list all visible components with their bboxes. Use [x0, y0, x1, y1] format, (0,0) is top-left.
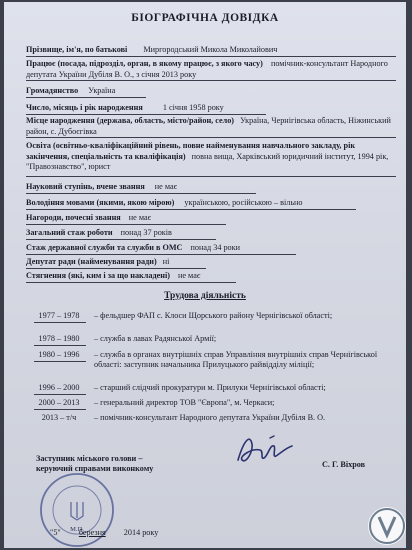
field-underline — [26, 176, 396, 177]
field-birth-place — [26, 116, 398, 137]
field-label: Загальний стаж роботи — [26, 228, 113, 237]
work-description: – служба в органах внутрішніх справ Управління внутрішніх справ Чернігівської області: заступник начальника Прилуцького райвідділу міліції; — [94, 350, 378, 369]
work-period: 2013 – т/ч — [41, 413, 77, 422]
field-value: 1 січня 1958 року — [162, 103, 224, 112]
handwritten-signature — [230, 430, 300, 470]
field-civil-service-experience — [26, 243, 398, 254]
field-academic-degree — [26, 182, 398, 193]
stamp-center-label: М.П. — [70, 526, 84, 533]
period-underline — [34, 394, 86, 395]
period-underline — [34, 409, 86, 410]
field-value: Миргородський Микола Миколайович — [143, 45, 278, 54]
document-title: БІОГРАФІЧНА ДОВІДКА — [131, 12, 279, 24]
field-underline — [26, 193, 256, 194]
field-label: Місце народження (держава, область, місто/район, село) — [26, 116, 235, 125]
document-date — [50, 528, 158, 537]
field-label: Громадянство — [26, 86, 79, 95]
field-value: Україна — [88, 86, 116, 95]
work-period: 1978 – 1980 — [38, 334, 80, 343]
period-underline — [34, 361, 86, 362]
date-month: березня — [78, 528, 106, 537]
field-underline — [26, 97, 146, 98]
field-underline — [26, 239, 216, 240]
signer-position-line-2: керуючий справами виконкому — [36, 464, 154, 473]
field-underline — [26, 224, 226, 225]
field-penalties — [26, 271, 398, 282]
field-education — [26, 141, 398, 173]
signer-name: С. Г. Віхров — [322, 460, 366, 469]
field-awards — [26, 213, 398, 224]
field-label: Прізвище, ім'я, по батькові — [26, 45, 128, 54]
work-description: – служба в лавах Радянської Армії; — [94, 334, 217, 343]
field-label: Володіння мовами (якими, якою мірою) — [26, 198, 175, 207]
signer-position — [36, 454, 153, 474]
field-value: понад 34 роки — [190, 243, 241, 252]
field-label: Нагороди, почесні звання — [26, 213, 121, 222]
field-value: не має — [154, 182, 178, 191]
field-languages — [26, 198, 398, 209]
field-value: не має — [128, 213, 152, 222]
field-total-experience — [26, 228, 398, 239]
field-citizenship — [26, 86, 398, 97]
field-value: ні — [162, 257, 170, 266]
field-label: Число, місяць і рік народження — [26, 103, 143, 112]
field-full-name — [26, 45, 398, 56]
work-description: – старший слідчий прокуратури м. Прилуки Чернігівської області; — [94, 383, 326, 392]
field-label: Стаж державної служби та служби в ОМС — [26, 243, 183, 252]
date-year: 2014 року — [123, 528, 159, 537]
work-description: – помічник-консультант Народного депутата України Дубіля В. О. — [94, 413, 326, 422]
field-label: Пpaцює (посада, підрозділ, орган, в якому працює, з якого часу) — [26, 59, 263, 68]
field-underline — [26, 209, 356, 210]
field-value: понад 37 років — [120, 228, 172, 237]
field-underline — [26, 282, 236, 283]
field-underline — [26, 254, 296, 255]
work-period: 1977 – 1978 — [38, 311, 80, 320]
field-label: Депутат ради (найменування ради) — [26, 257, 157, 266]
watermark-logo — [368, 507, 406, 545]
field-underline — [26, 268, 206, 269]
field-value: не має — [178, 271, 201, 280]
work-description: – фельдшер ФАП с. Клоси Щорського району Чернігівської області; — [94, 311, 333, 320]
work-period: 2000 – 2013 — [38, 398, 80, 407]
period-underline — [34, 322, 86, 323]
field-council-deputy — [26, 257, 398, 268]
work-section-title: Трудова діяльність — [164, 291, 246, 301]
field-underline — [26, 137, 396, 138]
work-description: – генеральний директор ТОВ "Європа", м. Черкаси; — [94, 398, 275, 407]
work-period: 1996 – 2000 — [38, 383, 80, 392]
field-birth-date — [26, 103, 398, 114]
field-label: Освіта (освітньо-кваліфікаційний рівень, повне найменування навчального закладу, рік закінчення, спеціальність та кваліфікація) — [26, 141, 356, 161]
signer-position-line-1: Заступник міського голови – — [36, 454, 143, 463]
field-value: повна вища, Харківський юридичний інститут, 1994 рік, "Правознавство", юрист — [26, 151, 389, 171]
field-underline — [26, 114, 266, 115]
work-period: 1980 – 1996 — [38, 350, 80, 359]
field-current-job — [26, 59, 398, 80]
field-underline — [26, 80, 396, 81]
field-value: Україна, Чернігівська область, Ніжинський район, с. Дубоєгівка — [26, 116, 391, 136]
field-label: Науковий ступінь, вчене звання — [26, 182, 145, 191]
date-day: "5" — [50, 528, 61, 537]
field-value: помічник-консультант Народного депутата України Дубіля В. О., з січня 2013 року — [26, 59, 388, 79]
field-underline — [26, 56, 396, 57]
period-underline — [34, 345, 86, 346]
document-sheet — [4, 2, 406, 548]
field-label: Стягнення (які, ким і за що накладені) — [26, 271, 170, 280]
field-value: українською, російською – вільно — [184, 198, 303, 207]
